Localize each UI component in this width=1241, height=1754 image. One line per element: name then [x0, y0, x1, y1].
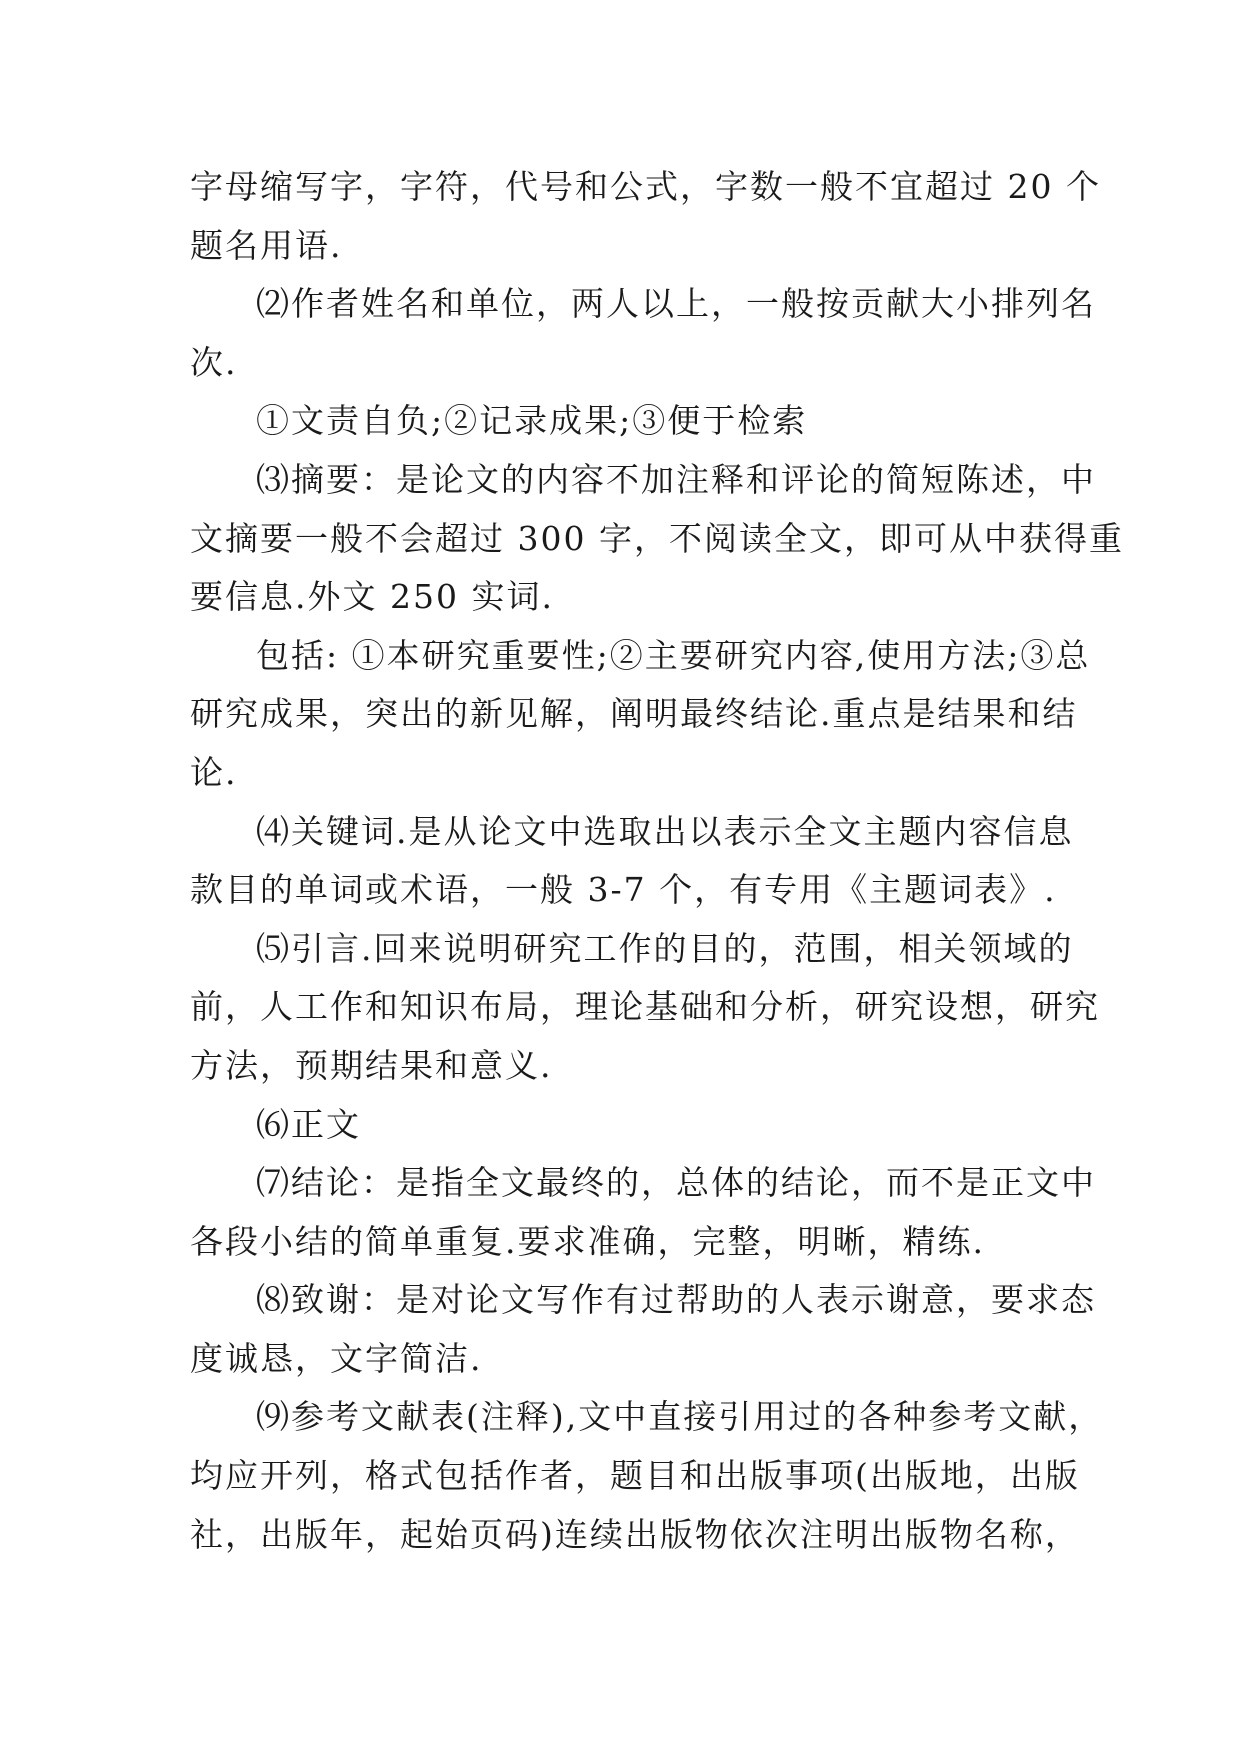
text-line: 社，出版年，起始页码)连续出版物依次注明出版物名称，	[190, 1514, 1080, 1554]
text-line: 字母缩写字，字符，代号和公式，字数一般不宜超过 20 个	[190, 167, 1101, 206]
text-line: 文摘要一般不会超过 300 字，不阅读全文，即可从中获得重	[190, 518, 1124, 558]
body-text	[190, 158, 1124, 1564]
text-line: 度诚恳，文字简洁.	[190, 1338, 483, 1378]
text-line: 前，人工作和知识布局，理论基础和分析，研究设想，研究	[190, 987, 1100, 1027]
text-line: ⑹正文	[256, 1104, 361, 1144]
text-line: 要信息.外文 250 实词.	[190, 577, 554, 617]
text-line: ⑷关键词.是从论文中选取出以表示全文主题内容信息	[256, 811, 1074, 851]
text-line: 各段小结的简单重复.要求准确，完整，明晰，精练.	[190, 1221, 985, 1261]
text-line: 题名用语.	[190, 225, 343, 265]
text-line: ⑻致谢：是对论文写作有过帮助的人表示谢意，要求态	[256, 1280, 1096, 1320]
text-line: 研究成果，突出的新见解，阐明最终结论.重点是结果和结	[190, 694, 1078, 734]
text-line: 方法，预期结果和意义.	[190, 1045, 553, 1085]
text-line: ⑵作者姓名和单位，两人以上，一般按贡献大小排列名	[256, 284, 1096, 324]
text-line: 均应开列，格式包括作者，题目和出版事项(出版地，出版	[190, 1456, 1080, 1496]
text-line: ⑶摘要：是论文的内容不加注释和评论的简短陈述，中	[256, 459, 1096, 499]
text-line: 论.	[190, 752, 238, 792]
text-line: ⑼参考文献表(注释),文中直接引用过的各种参考文献，	[256, 1397, 1104, 1437]
text-line: 次.	[190, 342, 238, 382]
text-line: ①文责自负;②记录成果;③便于检索	[256, 401, 808, 441]
text-line: ⑺结论：是指全文最终的，总体的结论，而不是正文中	[256, 1163, 1096, 1203]
text-line: ⑸引言.回来说明研究工作的目的，范围，相关领域的	[256, 928, 1074, 968]
text-line: 包括: ①本研究重要性;②主要研究内容,使用方法;③总	[256, 635, 1091, 675]
text-line: 款目的单词或术语，一般 3-7 个，有专用《主题词表》.	[190, 870, 1057, 910]
